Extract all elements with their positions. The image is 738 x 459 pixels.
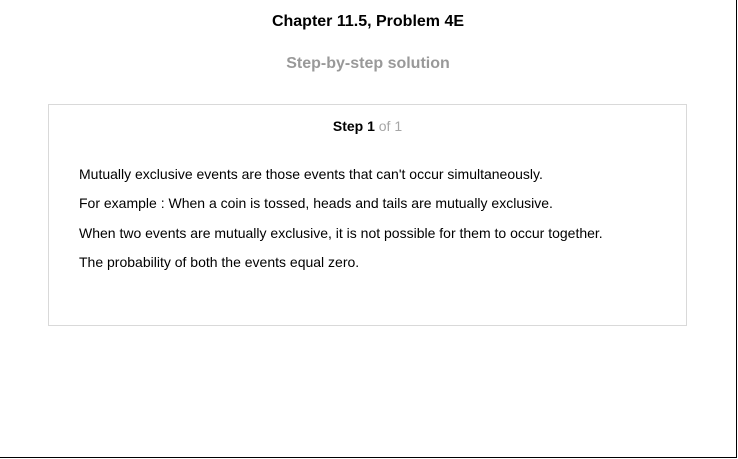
step-header [49, 118, 686, 135]
step-text-line: The probability of both the events equal zero. [79, 253, 360, 270]
solution-subtitle: Step-by-step solution [286, 55, 450, 72]
step-card [48, 104, 687, 326]
step-total-label: of 1 [378, 118, 403, 134]
step-number-label: Step 1 [332, 118, 375, 134]
step-text-line: For example : When a coin is tossed, heads and tails are mutually exclusive. [79, 195, 553, 212]
step-text-line: Mutually exclusive events are those events that can't occur simultaneously. [79, 166, 543, 182]
step-text-line: When two events are mutually exclusive, it is not possible for them to occur together. [79, 224, 603, 241]
step-body [79, 166, 669, 283]
page-title: Chapter 11.5, Problem 4E [271, 13, 465, 30]
